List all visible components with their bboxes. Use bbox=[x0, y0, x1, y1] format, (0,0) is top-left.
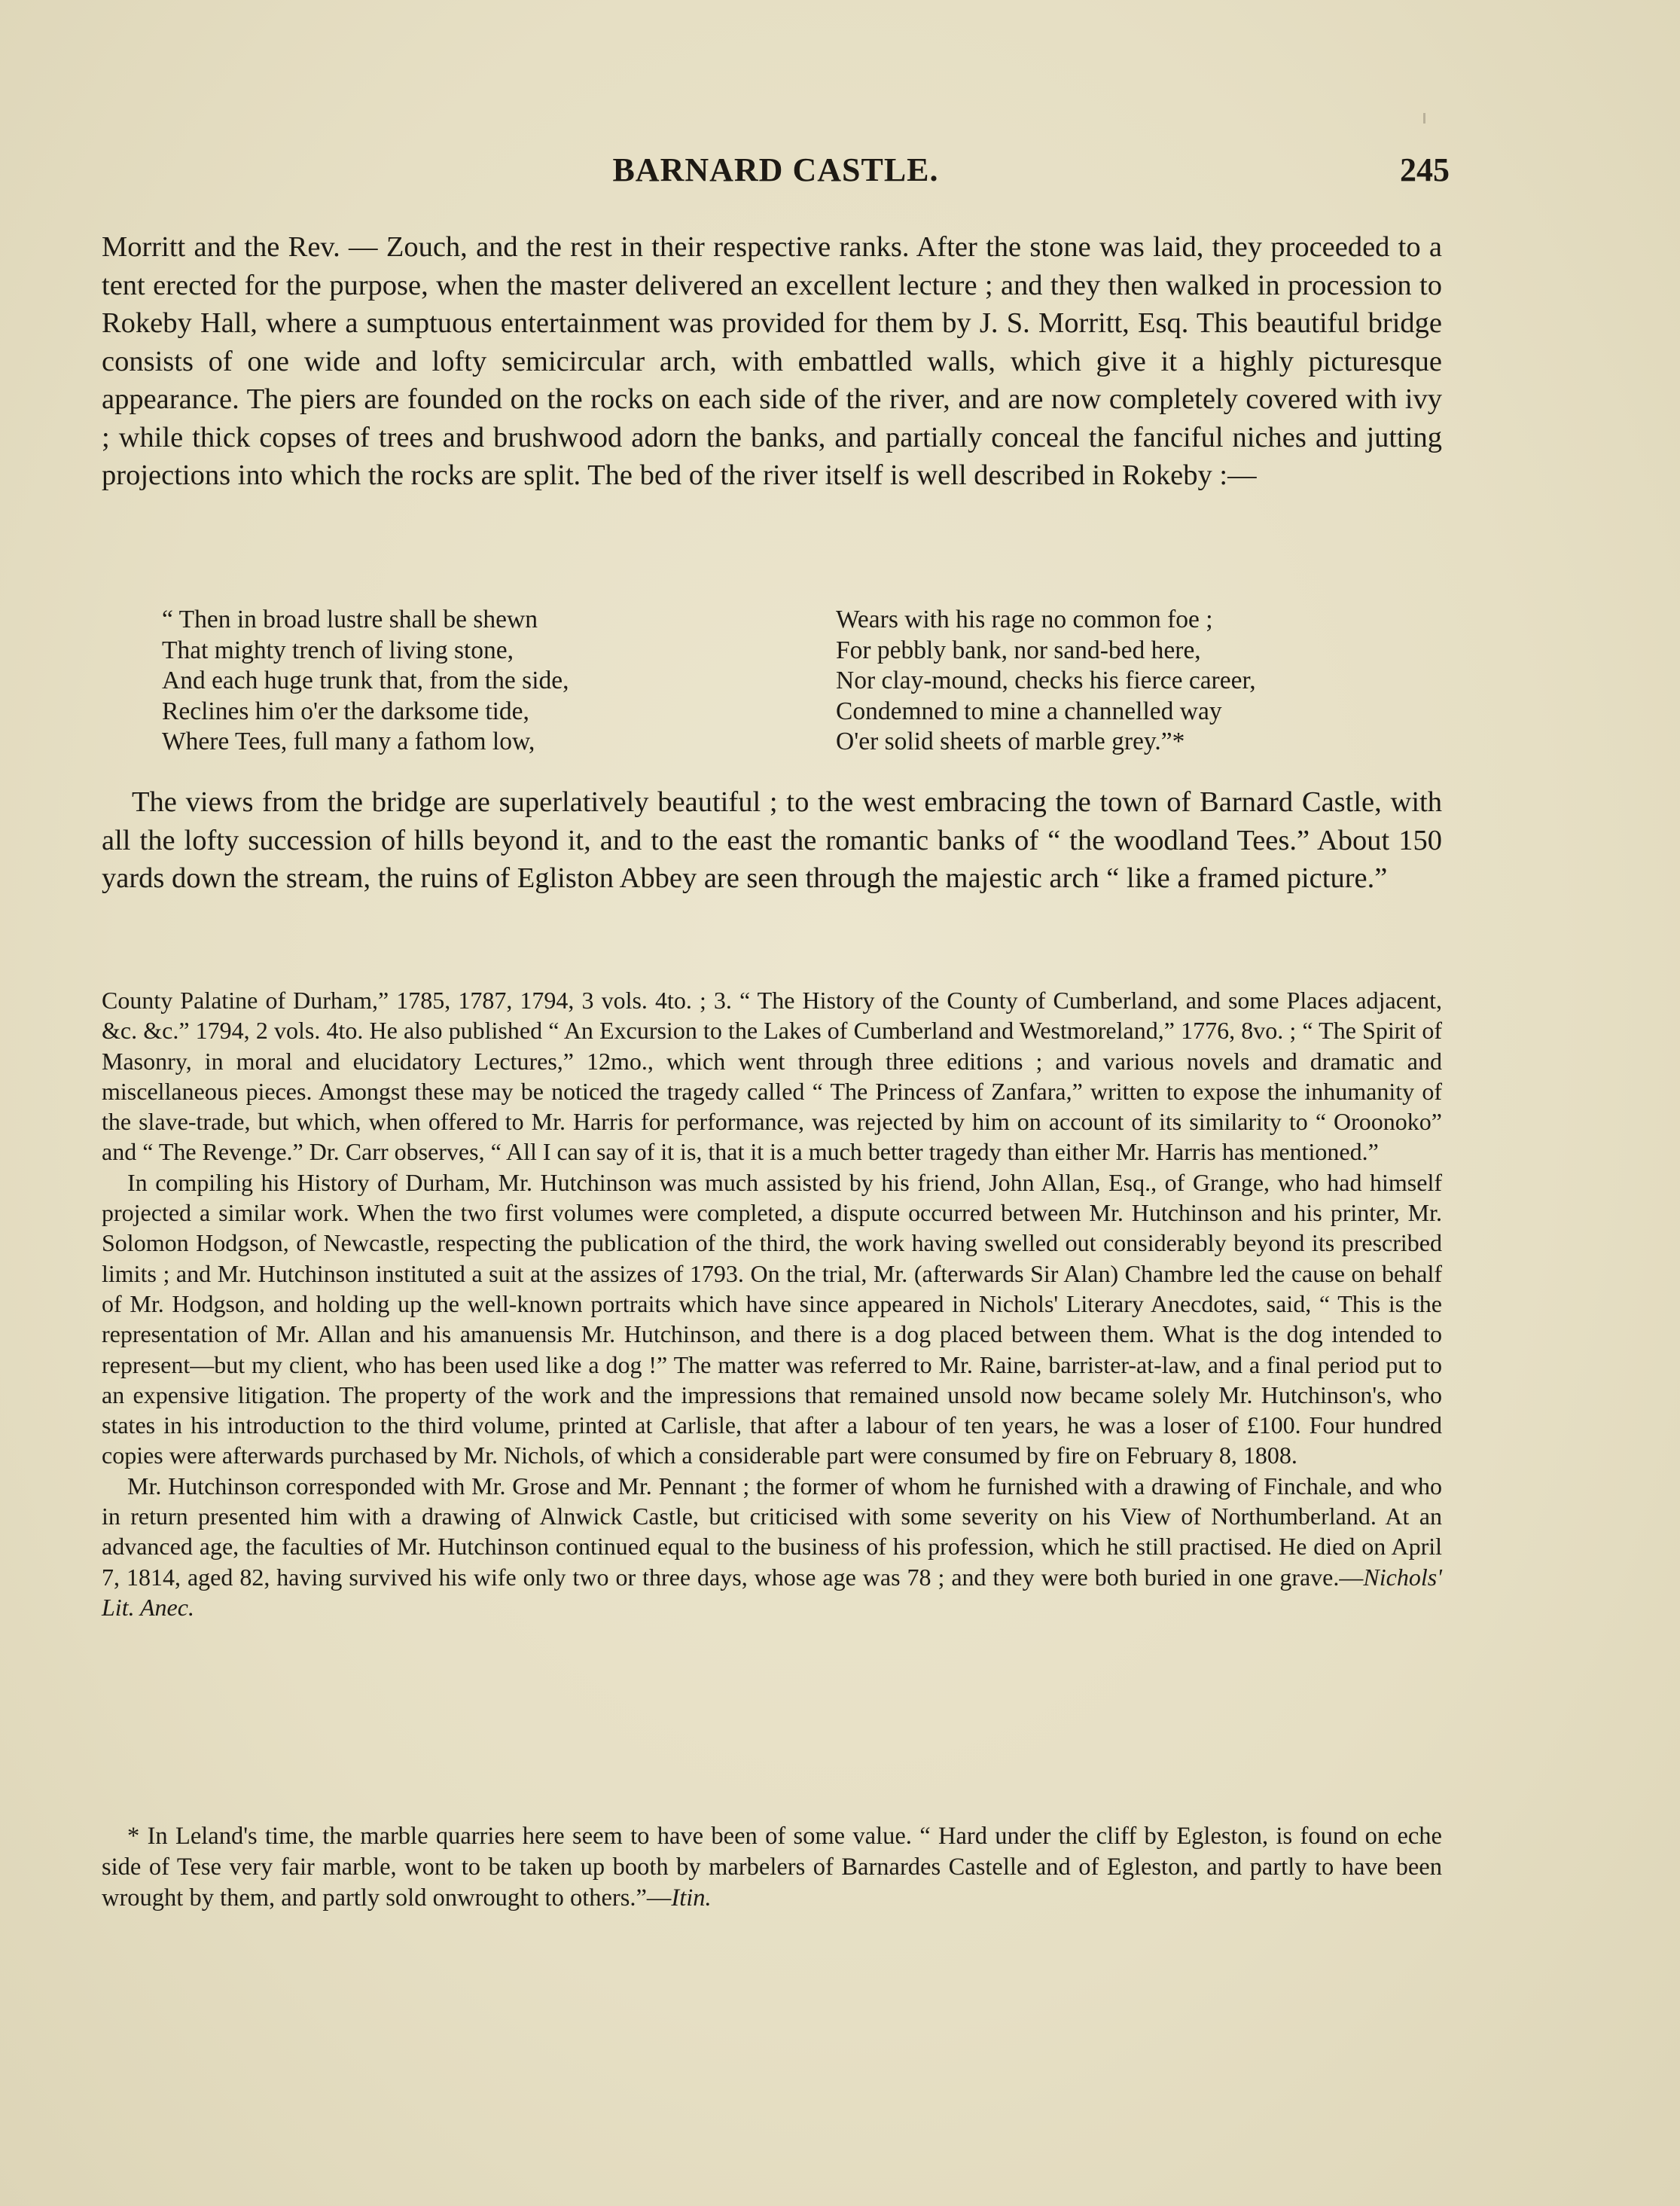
footnote bbox=[102, 1821, 1442, 1914]
running-head: BARNARD CASTLE. bbox=[612, 151, 939, 188]
verse-column-left bbox=[162, 605, 569, 758]
biographical-notes bbox=[102, 985, 1442, 1622]
paper-mark bbox=[1423, 113, 1425, 124]
paragraph-text: The views from the bridge are superlatively beautiful ; to the west embracing the town of Barnard Castle, with all the lofty succession of hills beyond it, and to the east the romantic banks of “ the woodland Tees.” About 150 yards down the stream, the ruins of Egliston Abbey are seen through the majestic arch “ like a framed picture.” bbox=[102, 786, 1442, 894]
verse-line: O'er solid sheets of marble grey.”* bbox=[836, 728, 1185, 755]
verse-line: Reclines him o'er the darksome tide, bbox=[162, 697, 529, 725]
footnote-paragraph bbox=[102, 1821, 1442, 1914]
note-source: Nichols' Lit. Anec. bbox=[102, 1563, 1442, 1621]
verse-line: For pebbly bank, nor sand-bed here, bbox=[836, 636, 1201, 664]
body-paragraph-2 bbox=[102, 783, 1442, 898]
verse-line: Nor clay-mound, checks his fierce career, bbox=[836, 667, 1256, 694]
note-paragraph: County Palatine of Durham,” 1785, 1787, 1794, 3 vols. 4to. ; 3. “ The History of the County of Cumberland, and some Places adjacent, &c. &c.” 1794, 2 vols. 4to. He also published “ An Excursion to the Lakes of Cumberland and Westmoreland,” 1776, 8vo. ; “ The Spirit of Masonry, in moral and elucidatory Lectures,” 12mo., which went through three editions ; and various novels and dramatic and miscellaneous pieces. Amongst these may be noticed the tragedy called “ The Princess of Zanfara,” written to expose the inhumanity of the slave-trade, but which, when offered to Mr. Harris for performance, was rejected by him on account of its similarity to “ Oroonoko” and “ The Revenge.” Dr. Carr observes, “ All I can say of it is, that it is a much better tragedy than either Mr. Harris has mentioned.” bbox=[102, 987, 1442, 1166]
verse-line: “ Then in broad lustre shall be shewn bbox=[162, 606, 538, 633]
verse-line: Where Tees, full many a fathom low, bbox=[162, 728, 535, 755]
verse-line: Wears with his rage no common foe ; bbox=[836, 606, 1213, 633]
verse-line: Condemned to mine a channelled way bbox=[836, 697, 1222, 725]
note-paragraph-last bbox=[102, 1471, 1442, 1622]
body-paragraph-1 bbox=[102, 228, 1442, 495]
page-number: 245 bbox=[1400, 151, 1450, 188]
verse-line: That mighty trench of living stone, bbox=[162, 636, 514, 664]
note-paragraph: In compiling his History of Durham, Mr. Hutchinson was much assisted by his friend, John Allan, Esq., of Grange, who had himself projected a similar work. When the two first volumes were completed, a dispute occurred between Mr. Hutchinson and his printer, Mr. Solomon Hodgson, of Newcastle, respecting the publication of the third, the work having swelled out considerably beyond its prescribed limits ; and Mr. Hutchinson instituted a suit at the assizes of 1793. On the trial, Mr. (afterwards Sir Alan) Chambre led the cause on behalf of Mr. Hodgson, and holding up the well-known portraits which have since appeared in Nichols' Literary Anecdotes, said, “ This is the representation of Mr. Allan and his amanuensis Mr. Hutchinson, and there is a dog placed between them. What is the dog intended to represent—but my client, who has been used like a dog !” The matter was referred to Mr. Raine, barrister-at-law, and a final period put to an expensive litigation. The property of the work and the impressions that remained unsold now became solely Mr. Hutchinson's, who states in his introduction to the third volume, printed at Carlisle, that after a labour of ten years, he was a loser of £100. Four hundred copies were afterwards purchased by Mr. Nichols, of which a considerable part were consumed by fire on February 8, 1808. bbox=[102, 1168, 1442, 1469]
note-text: Mr. Hutchinson corresponded with Mr. Grose and Mr. Pennant ; the former of whom he furnished with a drawing of Finchale, and who in return presented him with a drawing of Alnwick Castle, but criticised with some severity on his View of Northumberland. At an advanced age, the faculties of Mr. Hutchinson continued equal to the business of his profession, which he still practised. He died on April 7, 1814, aged 82, having survived his wife only two or three days, whose age was 78 ; and they were both buried in one grave.— bbox=[102, 1472, 1442, 1591]
footnote-text: * In Leland's time, the marble quarries here seem to have been of some value. “ Hard under the cliff by Egleston, is found on eche side of Tese very fair marble, wont to be taken up booth by marbelers of Barnardes Castelle and of Egleston, and partly to have been wrought by them, and partly sold onwrought to others.”— bbox=[102, 1823, 1442, 1912]
page-header bbox=[102, 151, 1450, 196]
paragraph-text: Morritt and the Rev. — Zouch, and the rest in their respective ranks. After the stone was laid, they proceeded to a tent erected for the purpose, when the master delivered an excellent lecture ; and they then walked in procession to Rokeby Hall, where a sumptuous entertainment was provided for them by J. S. Morritt, Esq. This beautiful bridge consists of one wide and lofty semicircular arch, with embattled walls, which give it a highly picturesque appearance. The piers are founded on the rocks on each side of the river, and are now completely covered with ivy ; while thick copses of trees and brushwood adorn the banks, and partially conceal the fanciful niches and jutting projections into which the rocks are split. The bed of the river itself is well described in Rokeby :— bbox=[102, 231, 1442, 491]
verse-column-right bbox=[836, 605, 1256, 758]
verse-line: And each huge trunk that, from the side, bbox=[162, 667, 569, 694]
footnote-source: Itin. bbox=[671, 1884, 712, 1912]
